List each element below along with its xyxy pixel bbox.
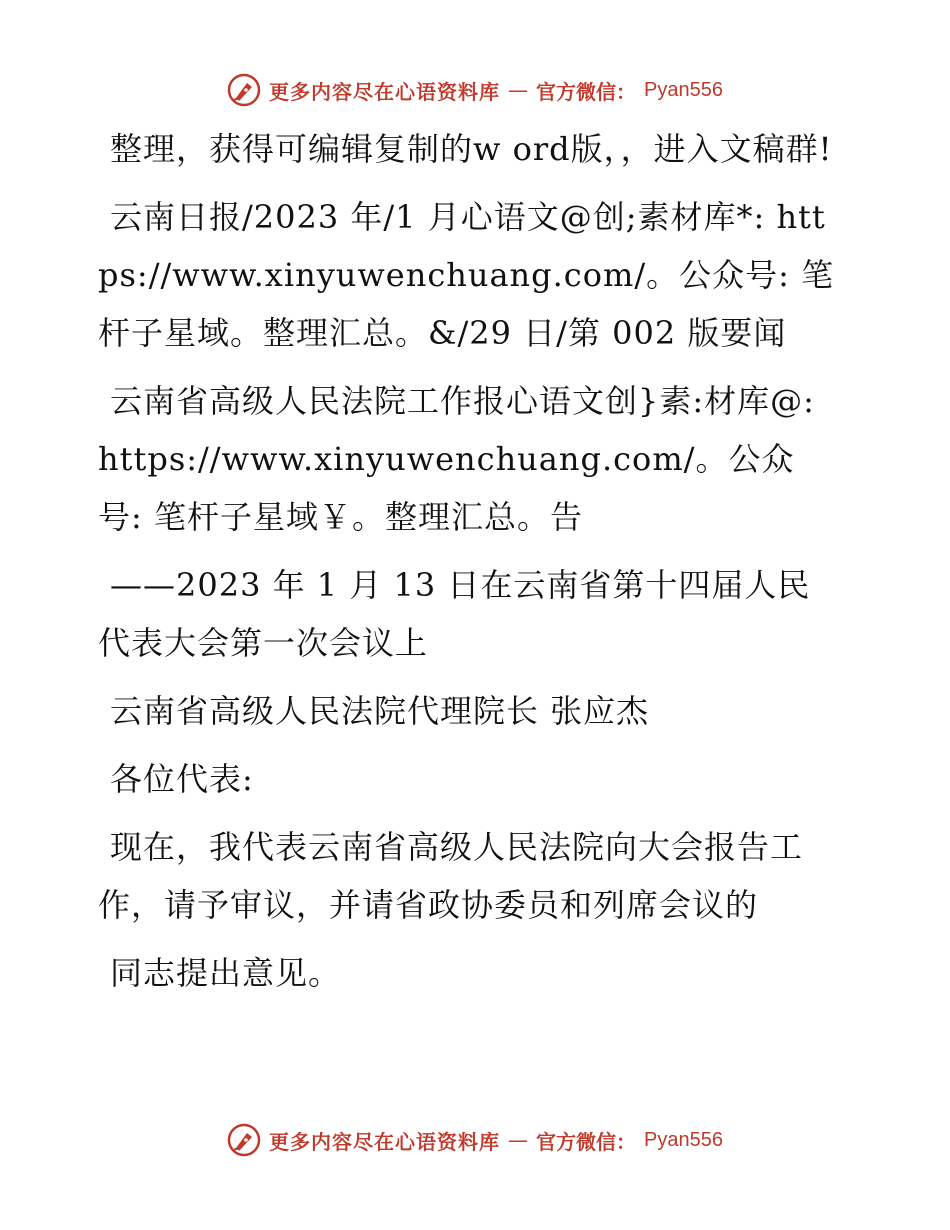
paragraph-text: 各位代表: bbox=[110, 760, 254, 798]
paragraph-text: 云南省高级人民法院工作报心语文创}素:材库@: https://www.xinyuwenchuang.com/。公众号: 笔杆子星域￥。整理汇总。告 bbox=[98, 382, 815, 536]
paragraph bbox=[98, 556, 838, 672]
watermark-dash: — bbox=[508, 78, 529, 102]
header-watermark bbox=[0, 70, 950, 110]
paragraph bbox=[98, 120, 838, 178]
paragraph-text: ——2023 年 1 月 13 日在云南省第十四届人民代表大会第一次会议上 bbox=[98, 566, 811, 662]
watermark-wechat-label: 官方微信： bbox=[536, 1129, 637, 1154]
watermark-site-text: 更多内容尽在心语资料库 bbox=[269, 79, 501, 104]
pen-nib-logo-icon bbox=[227, 1123, 261, 1157]
paragraph-text: 现在，我代表云南省高级人民法院向大会报告工作，请予审议，并请省政协委员和列席会议的 bbox=[98, 828, 804, 924]
paragraph bbox=[98, 818, 838, 934]
pen-nib-logo-icon bbox=[227, 73, 261, 107]
paragraph-text: 同志提出意见。 bbox=[110, 954, 342, 992]
watermark-wechat-id: Pyan556 bbox=[644, 78, 723, 101]
paragraph bbox=[98, 682, 838, 740]
watermark-dash: — bbox=[508, 1128, 529, 1152]
paragraph bbox=[98, 188, 838, 362]
watermark-site-text: 更多内容尽在心语资料库 bbox=[269, 1129, 501, 1154]
watermark-wechat-label: 官方微信： bbox=[536, 79, 637, 104]
paragraph bbox=[98, 944, 838, 1002]
paragraph-text: 云南省高级人民法院代理院长 张应杰 bbox=[110, 692, 650, 730]
document-body bbox=[98, 120, 838, 1012]
paragraph-text: 整理，获得可编辑复制的w ord版，，进入文稿群! bbox=[110, 130, 833, 168]
paragraph bbox=[98, 750, 838, 808]
paragraph-text: 云南日报/2023 年/1 月心语文@创;素材库*: https://www.xinyuwenchuang.com/。公众号: 笔杆子星域。整理汇总。&/29 日/第 002 版要闻 bbox=[98, 198, 835, 352]
watermark-wechat-id: Pyan556 bbox=[644, 1128, 723, 1151]
paragraph bbox=[98, 372, 838, 546]
footer-watermark bbox=[0, 1120, 950, 1160]
